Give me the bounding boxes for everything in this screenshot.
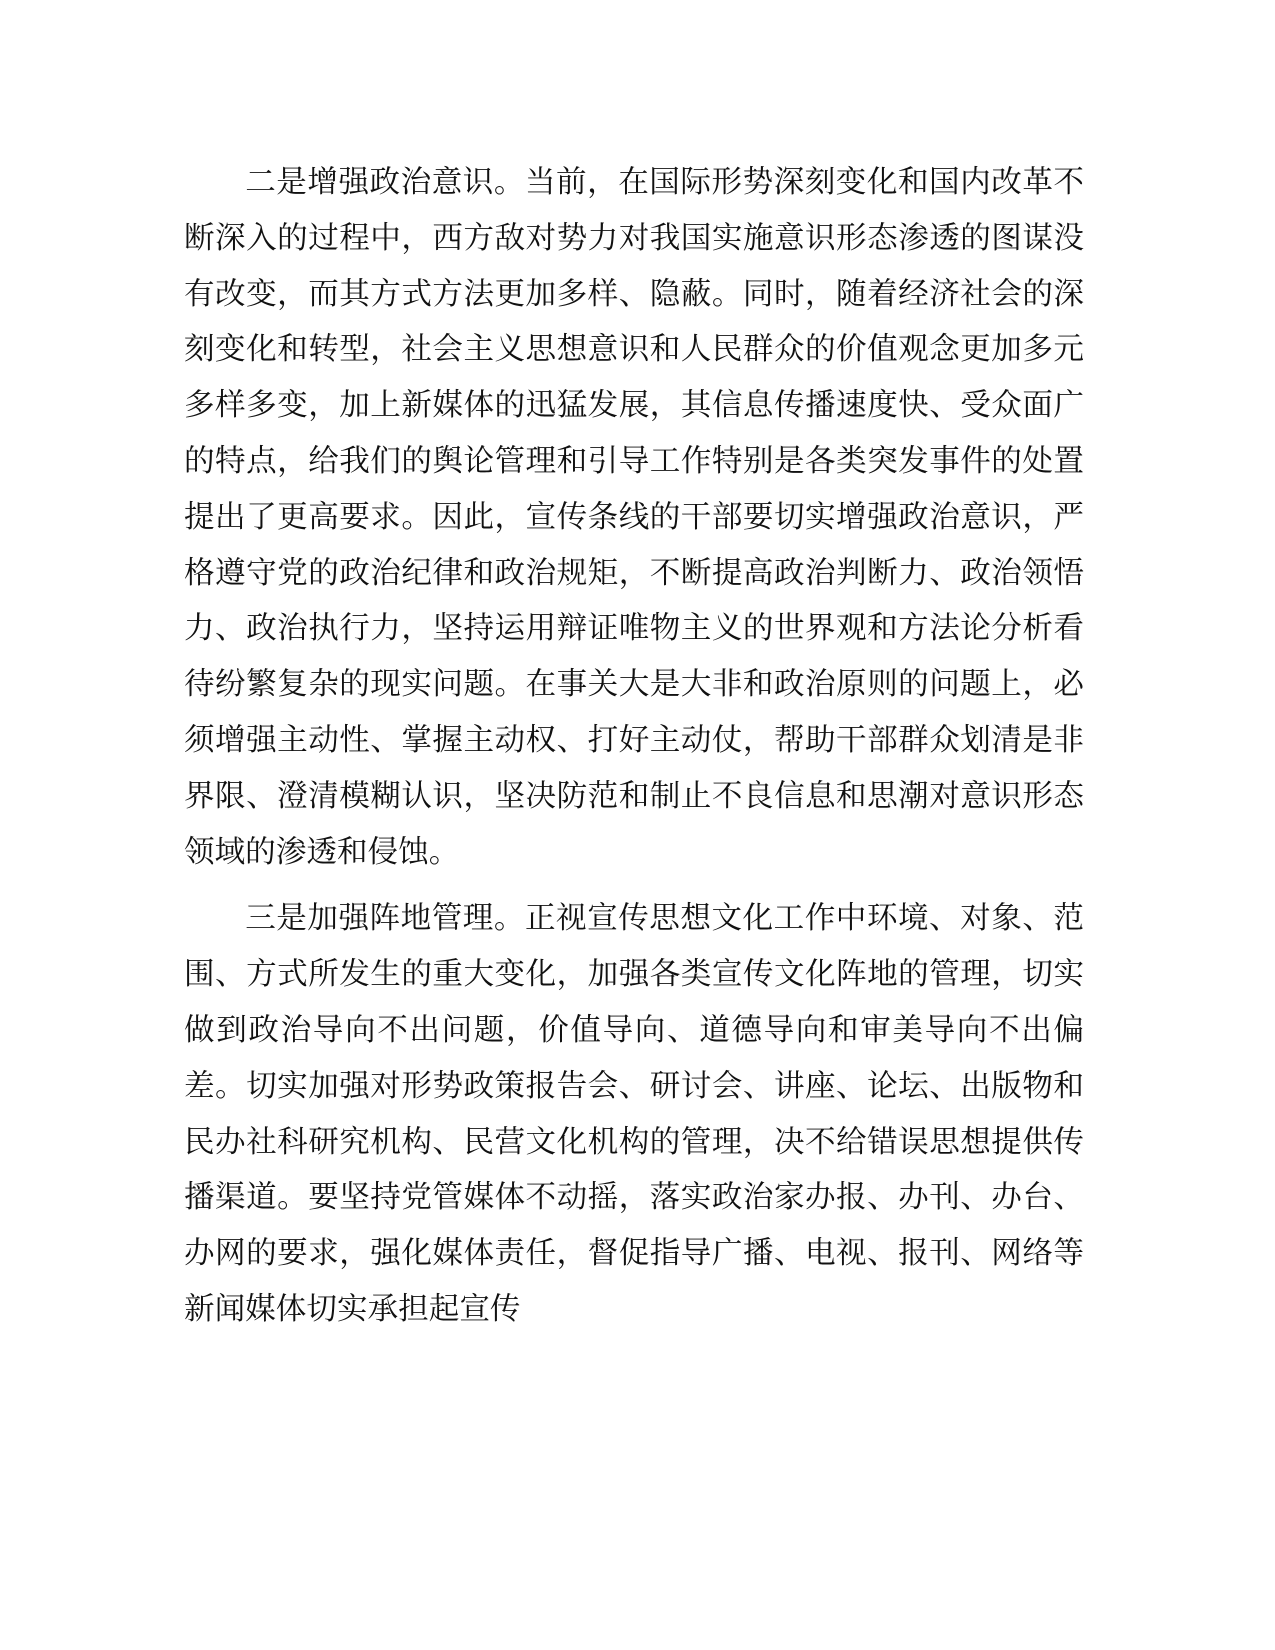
document-body [184, 155, 1084, 1338]
paragraph-position-management: 三是加强阵地管理。正视宣传思想文化工作中环境、对象、范围、方式所发生的重大变化，加强各类宣传文化阵地的管理，切实做到政治导向不出问题，价值导向、道德导向和审美导向不出偏差。切实加强对形势政策报告会、研讨会、讲座、论坛、出版物和民办社科研究机构、民营文化机构的管理，决不给错误思想提供传播渠道。要坚持党管媒体不动摇，落实政治家办报、办刊、办台、办网的要求，强化媒体责任，督促指导广播、电视、报刊、网络等新闻媒体切实承担起宣传 [184, 901, 1084, 1327]
paragraph-political-awareness: 二是增强政治意识。当前，在国际形势深刻变化和国内改革不断深入的过程中，西方敌对势力对我国实施意识形态渗透的图谋没有改变，而其方式方法更加多样、隐蔽。同时，随着经济社会的深刻变化和转型，社会主义思想意识和人民群众的价值观念更加多元多样多变，加上新媒体的迅猛发展，其信息传播速度快、受众面广的特点，给我们的舆论管理和引导工作特别是各类突发事件的处置提出了更高要求。因此，宣传条线的干部要切实增强政治意识，严格遵守党的政治纪律和政治规矩，不断提高政治判断力、政治领悟力、政治执行力，坚持运用辩证唯物主义的世界观和方法论分析看待纷繁复杂的现实问题。在事关大是大非和政治原则的问题上，必须增强主动性、掌握主动权、打好主动仗，帮助干部群众划清是非界限、澄清模糊认识，坚决防范和制止不良信息和思潮对意识形态领域的渗透和侵蚀。 [184, 165, 1084, 870]
